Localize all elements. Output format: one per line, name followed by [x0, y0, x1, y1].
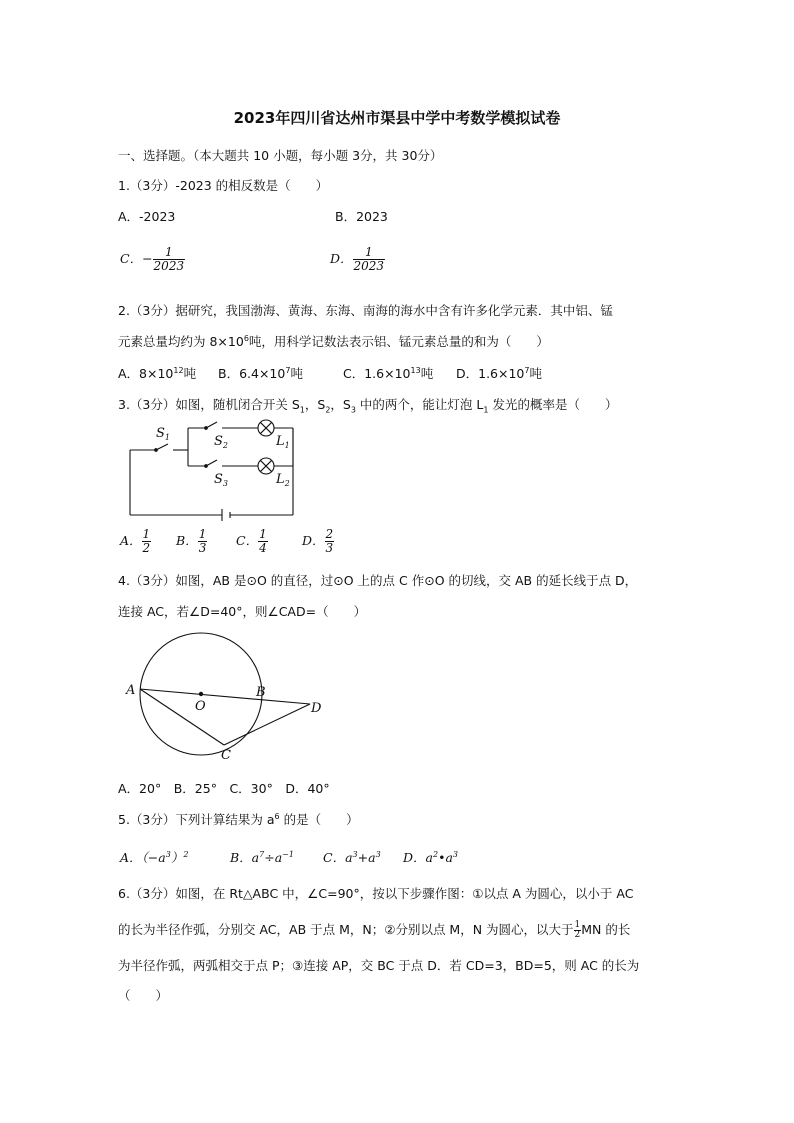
- q5-c-mid: +a: [357, 850, 376, 865]
- q2-c-post: 吨: [420, 366, 434, 381]
- q2-d-pre: D．1.6×10: [456, 366, 525, 381]
- q6-line-2-post: MN 的长: [581, 922, 631, 937]
- q5-c-pre: C．a: [323, 850, 353, 865]
- q6-line-2: [118, 921, 630, 940]
- q2-b-post: 吨: [290, 366, 303, 381]
- q3-l1-sub: 1: [483, 405, 489, 415]
- q3-stem-post: 发光的概率是（ ）: [488, 397, 618, 412]
- q3-d-label: D．: [302, 533, 325, 548]
- q5-stem-exp: 6: [274, 811, 280, 821]
- q2-line-2-exp: 6: [243, 333, 249, 343]
- q5-a-mid: ）: [170, 850, 184, 865]
- q2-line-2-post: 吨，用科学记数法表示铝、锰元素总量的和为（ ）: [248, 334, 549, 349]
- q1-c-denominator: 2023: [153, 259, 185, 273]
- q5-b-exp: 7: [259, 849, 265, 859]
- q5-b-pre: B．a: [230, 850, 260, 865]
- label-a: A: [126, 683, 136, 698]
- q1-d-denominator: 2023: [353, 259, 385, 273]
- exam-title: 2023年四川省达州市渠县中学中考数学模拟试卷: [233, 109, 561, 127]
- q3-c-num: 1: [259, 527, 267, 541]
- q6-line-3: 为半径作弧，两弧相交于点 P；③连接 AP，交 BC 于点 D．若 CD=3，BD=5，则 AC 的长为: [118, 958, 640, 973]
- label-d: D: [311, 701, 322, 716]
- q5-stem: [118, 812, 359, 828]
- q1-c-numerator: 1: [153, 246, 186, 260]
- q3-sep2: ，S: [330, 397, 351, 412]
- q2-c-pre: C．1.6×10: [343, 366, 411, 381]
- q3-option-b: [176, 528, 207, 555]
- q5-option-d: [403, 850, 458, 866]
- q3-stem-pre: 3.（3分）如图，随机闭合开关 S: [118, 397, 300, 412]
- q3-d-fraction: [325, 528, 335, 555]
- circuit-diagram: [118, 415, 308, 525]
- label-l2: $L_2$: [276, 472, 290, 488]
- q5-stem-post: 的是（ ）: [279, 812, 359, 827]
- q2-a-exp: 12: [173, 365, 184, 375]
- q2-c-exp: 13: [410, 365, 421, 375]
- q1-option-b: B．2023: [335, 209, 388, 224]
- q2-a-pre: A．8×10: [118, 366, 174, 381]
- q3-sep1: ，S: [304, 397, 326, 412]
- q1-d-numerator: 1: [353, 246, 386, 260]
- q2-b-exp: 7: [285, 365, 291, 375]
- q6-line-2-pre: 的长为半径作弧，分别交 AC，AB 于点 M，N；②分别以点 M，N 为圆心，以大于: [118, 922, 574, 937]
- label-o: O: [195, 699, 206, 714]
- q1-option-d: [330, 246, 385, 273]
- q3-stem-mid: 中的两个，能让灯泡 L: [355, 397, 484, 412]
- q3-s2-sub: 2: [325, 405, 331, 415]
- q1-option-d-fraction: [353, 246, 386, 273]
- section-heading: 一、选择题。（本大题共 10 小题，每小题 3分，共 30分）: [118, 148, 443, 163]
- q5-d-pre: D．a: [403, 850, 433, 865]
- q2-option-b: [218, 366, 303, 382]
- label-s1: $S_1$: [156, 426, 170, 442]
- q3-option-a: [120, 528, 151, 555]
- q5-option-c: [323, 850, 381, 866]
- q1-option-d-label: D．: [330, 251, 353, 266]
- q1-option-c-fraction: [153, 246, 186, 273]
- q3-s1-sub: 1: [299, 405, 305, 415]
- q3-d-den: 3: [325, 541, 334, 555]
- q6-half-num: 1: [574, 920, 581, 930]
- q4-line-2: 连接 AC，若∠D=40°，则∠CAD=（ ）: [118, 604, 367, 619]
- q1-option-c-label: C．−: [120, 251, 153, 266]
- q2-a-post: 吨: [183, 366, 197, 381]
- q3-c-fraction: [258, 528, 268, 555]
- q3-a-den: 2: [142, 541, 151, 555]
- q2-option-c: [343, 366, 433, 382]
- q3-c-den: 4: [259, 541, 267, 555]
- label-s2: $S_2$: [214, 434, 228, 450]
- q5-stem-pre: 5.（3分）下列计算结果为 a: [118, 812, 275, 827]
- q5-a-exp: 3: [165, 849, 171, 859]
- q5-d-exp2: 3: [452, 849, 458, 859]
- q5-d-exp: 2: [432, 849, 439, 859]
- q6-half-den: 2: [574, 930, 581, 940]
- q4-line-1: 4.（3分）如图，AB 是⊙O 的直径，过⊙O 上的点 C 作⊙O 的切线，交 AB 的延长线于点 D，: [118, 573, 638, 588]
- q2-option-d: [456, 366, 542, 382]
- q6-line-4: （ ）: [118, 988, 169, 1003]
- q5-a-exp2: 2: [183, 849, 189, 859]
- q5-b-mid: ÷a: [264, 850, 283, 865]
- label-s3: $S_3$: [214, 472, 228, 488]
- label-c: C: [221, 748, 231, 763]
- q5-option-b: [230, 850, 294, 866]
- q6-line-1: 6.（3分）如图，在 Rt△ABC 中，∠C=90°，按以下步骤作图：①以点 A 为圆心，以小于 AC: [118, 886, 634, 901]
- q3-b-num: 1: [198, 527, 207, 541]
- circle-tangent-diagram: [118, 628, 338, 768]
- q5-b-exp2: −1: [282, 849, 294, 859]
- q3-a-num: 1: [142, 527, 151, 541]
- q3-stem: [118, 397, 617, 413]
- q5-a-pre: A．（−a: [120, 850, 166, 865]
- q2-line-2-pre: 元素总量均约为 8×10: [118, 334, 244, 349]
- q5-d-mid: •a: [438, 850, 453, 865]
- q3-option-d: [302, 528, 334, 555]
- q5-option-a: [120, 850, 188, 866]
- q5-c-exp: 3: [352, 849, 358, 859]
- q2-line-2: [118, 334, 549, 350]
- q3-a-label: A．: [120, 533, 142, 548]
- q3-option-c: [236, 528, 268, 555]
- q2-b-pre: B．6.4×10: [218, 366, 286, 381]
- q2-d-exp: 7: [524, 365, 530, 375]
- q3-b-den: 3: [198, 541, 207, 555]
- q3-a-fraction: [142, 528, 152, 555]
- label-l1: $L_1$: [276, 434, 290, 450]
- q4-options: A．20° B．25° C．30° D．40°: [118, 781, 330, 796]
- q1-option-c: [120, 246, 185, 273]
- q5-c-exp2: 3: [375, 849, 381, 859]
- label-b: B: [256, 685, 266, 700]
- q1-option-a: A．-2023: [118, 209, 176, 224]
- q2-d-post: 吨: [529, 366, 542, 381]
- q1-stem: 1.（3分）-2023 的相反数是（ ）: [118, 178, 329, 193]
- q2-line-1: 2.（3分）据研究，我国渤海、黄海、东海、南海的海水中含有许多化学元素．其中铝、锰: [118, 303, 613, 318]
- q3-b-label: B．: [176, 533, 198, 548]
- q3-b-fraction: [198, 528, 208, 555]
- q3-d-num: 2: [325, 527, 334, 541]
- q2-option-a: [118, 366, 196, 382]
- q3-s3-sub: 3: [350, 405, 356, 415]
- q3-c-label: C．: [236, 533, 259, 548]
